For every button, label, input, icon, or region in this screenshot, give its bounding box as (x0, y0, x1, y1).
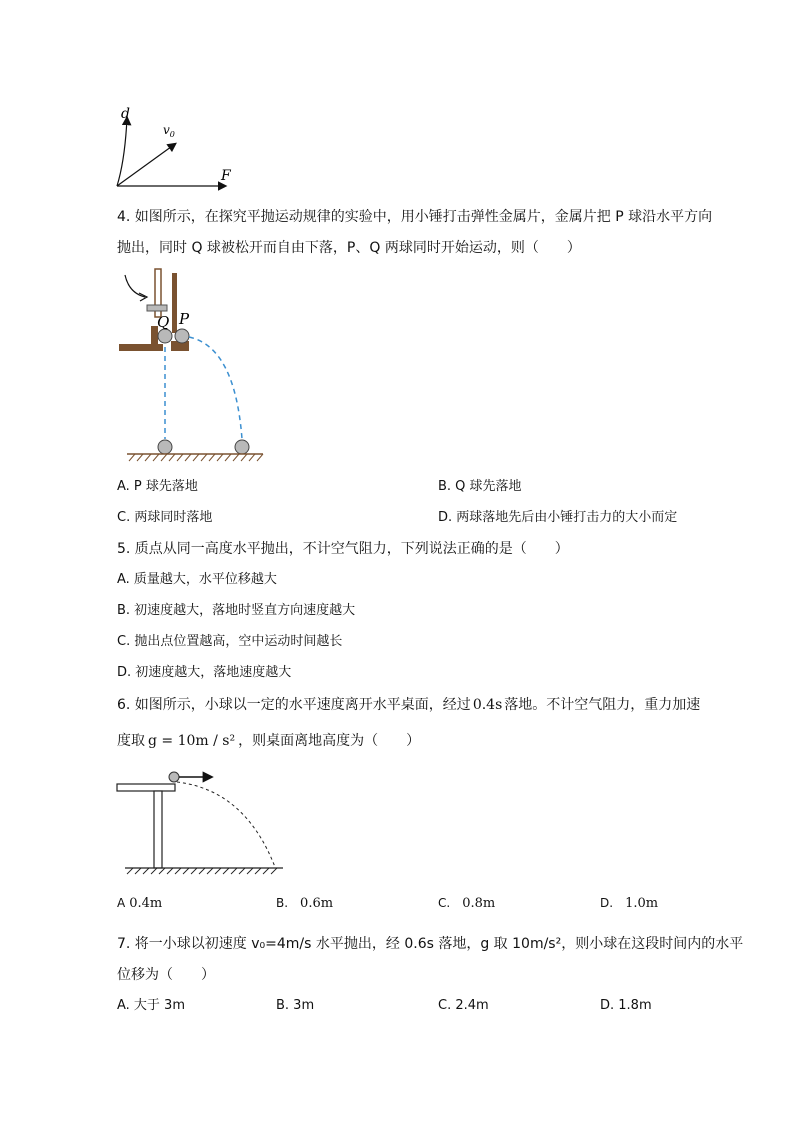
q6-option-c[interactable]: C. 0.8m (438, 896, 496, 911)
q6-line1-a: 6. 如图所示，小球以一定的水平速度离开水平桌面，经过 (117, 697, 471, 713)
q7-line1: 7. 将一小球以初速度 v₀=4m/s 水平抛出，经 0.6s 落地，g 取 10m/s²，则小球在这段时间内的水平 (117, 936, 744, 952)
q6-option-d[interactable]: D. 1.0m (600, 896, 659, 911)
q5-option-a[interactable]: A. 质量越大，水平位移越大 (117, 572, 277, 587)
q6-figure (115, 766, 290, 876)
q6-formula: g = 10m / s² (148, 733, 236, 749)
q4-line1: 4. 如图所示，在探究平抛运动规律的实验中，用小锤打击弹性金属片，金属片把 P 球沿水平方向 (117, 209, 713, 225)
q6-option-a[interactable]: A 0.4m (117, 896, 163, 911)
q6-line2 (117, 731, 420, 751)
q5-option-c[interactable]: C. 抛出点位置越高，空中运动时间越长 (117, 634, 343, 649)
q7-line2: 位移为（ ） (117, 967, 215, 983)
q6-line2-b: ，则桌面离地高度为（ ） (238, 733, 421, 749)
q4-line2: 抛出，同时 Q 球被松开而自由下落，P、Q 两球同时开始运动，则（ ） (117, 240, 581, 256)
q5-stem: 5. 质点从同一高度水平抛出，不计空气阻力，下列说法正确的是（ ） (117, 541, 569, 557)
q6-ground-hatch (127, 868, 277, 874)
q6-ball (169, 772, 179, 782)
q5-option-d[interactable]: D. 初速度越大，落地速度越大 (117, 665, 292, 680)
q6-line2-a: 度取 (117, 733, 145, 749)
q7-option-c[interactable]: C. 2.4m (438, 998, 489, 1013)
ground-hatch (129, 454, 263, 461)
q6-trajectory (177, 782, 275, 867)
q4-option-d[interactable]: D. 两球落地先后由小锤打击力的大小而定 (438, 510, 678, 525)
ball-P-start (175, 329, 189, 343)
table-leg (154, 791, 162, 868)
q6-option-b[interactable]: B. 0.6m (276, 896, 334, 911)
q4-option-a[interactable]: A. P 球先落地 (117, 479, 198, 494)
label-P: P (179, 310, 190, 328)
ball-Q-end (158, 440, 172, 454)
label-v0: $v_0$ (163, 123, 175, 139)
arrow-v0 (117, 144, 175, 186)
metal-strip (172, 273, 177, 333)
ball-P-end (235, 440, 249, 454)
label-F: F (221, 168, 231, 184)
vector-diagram (105, 100, 240, 192)
q7-option-a[interactable]: A. 大于 3m (117, 998, 185, 1013)
trajectory-P (189, 337, 242, 439)
q4-figure (115, 265, 275, 465)
curve-d (117, 118, 127, 186)
q7-option-d[interactable]: D. 1.8m (600, 998, 652, 1013)
q5-option-b[interactable]: B. 初速度越大，落地时竖直方向速度越大 (117, 603, 356, 618)
hammer-head (147, 305, 167, 311)
q6-time: 0.4s (472, 697, 503, 713)
q4-option-c[interactable]: C. 两球同时落地 (117, 510, 213, 525)
table-top (117, 784, 175, 791)
label-d: d (121, 106, 130, 122)
label-Q: Q (157, 313, 170, 331)
q7-option-b[interactable]: B. 3m (276, 998, 315, 1013)
q4-option-b[interactable]: B. Q 球先落地 (438, 479, 522, 494)
q6-line1-b: 落地。不计空气阻力，重力加速 (504, 697, 701, 713)
ball-Q-start (158, 329, 172, 343)
hit-arrow-icon (125, 275, 145, 297)
q6-line1 (117, 695, 700, 715)
